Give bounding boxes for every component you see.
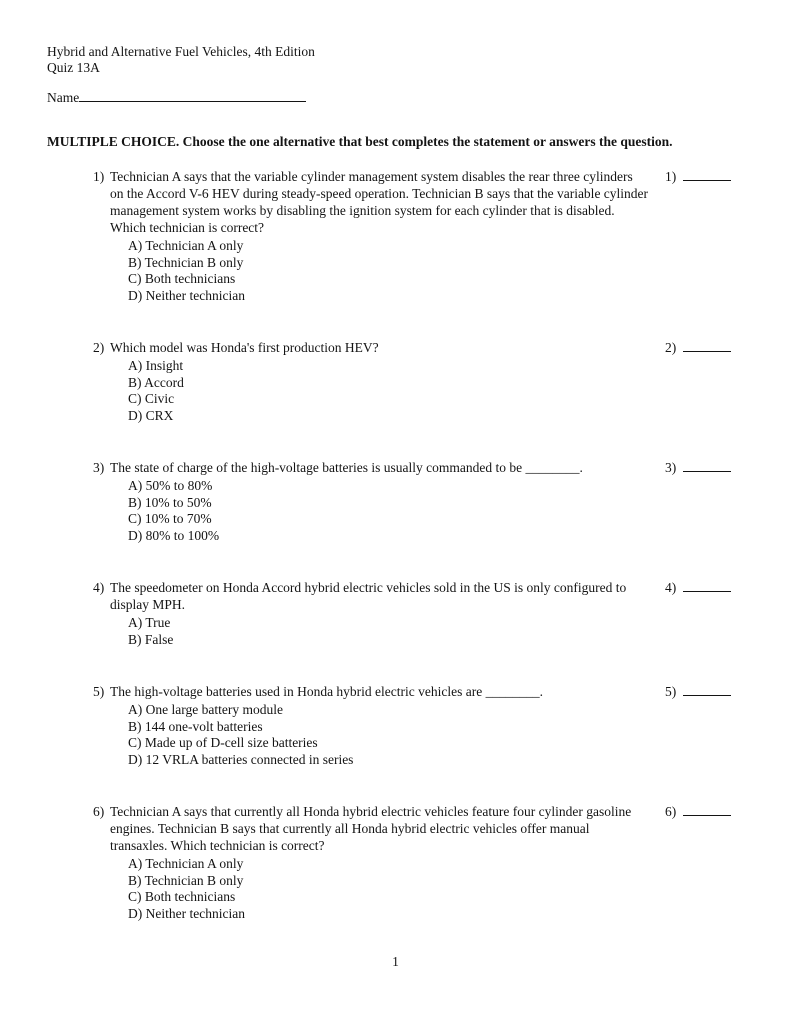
question-text: The speedometer on Honda Accord hybrid electric vehicles sold in the US is only configured to display MPH. (110, 580, 627, 612)
question-body (93, 459, 665, 544)
document-subtitle: Quiz 13A (47, 60, 100, 75)
answer-field (665, 579, 745, 596)
choices (110, 615, 649, 648)
choice: A) Insight (128, 358, 184, 373)
answer-blank-line (683, 341, 731, 352)
question (93, 683, 745, 768)
choice: A) Technician A only (128, 238, 244, 253)
question-content (110, 459, 665, 544)
choice: B) 10% to 50% (128, 494, 212, 510)
choices (110, 478, 649, 544)
choice: C) Both technicians (128, 271, 236, 286)
section-instructions: MULTIPLE CHOICE. Choose the one alternative that best completes the statement or answers the question. (47, 134, 673, 149)
question-number: 6) (93, 804, 105, 819)
answer-number: 5) (665, 684, 677, 699)
question-number: 4) (93, 580, 105, 595)
answer-field (665, 683, 745, 700)
choice: C) Both technicians (128, 889, 236, 904)
question-body (93, 803, 665, 922)
question (93, 339, 745, 424)
answer-field (665, 168, 745, 185)
question-text: Technician A says that currently all Honda hybrid electric vehicles feature four cylinder gasoline engines. Technician B says that currently all Honda hybrid electric vehicles offer manual transaxles. Which technician is correct? (110, 804, 632, 853)
question-content (110, 683, 665, 768)
choice: B) False (128, 631, 174, 647)
answer-field (665, 339, 745, 356)
choices (110, 702, 649, 768)
choice: D) Neither technician (128, 287, 245, 303)
question-text: Technician A says that the variable cylinder management system disables the rear three cylinders on the Accord V-6 HEV during steady-speed operation. Technician B says that the variable cylinder management system works by disabling the ignition system for each cylinder that is disabled. Which technician is correct? (110, 169, 649, 235)
question-content (110, 803, 665, 922)
choice: A) One large battery module (128, 702, 283, 717)
question-body (93, 168, 665, 304)
choice: C) Civic (128, 391, 175, 406)
choice: D) 12 VRLA batteries connected in series (128, 751, 354, 767)
name-blank-line (79, 90, 306, 102)
choice: C) Made up of D-cell size batteries (128, 735, 318, 750)
choice: A) True (128, 615, 171, 630)
answer-number: 3) (665, 460, 677, 475)
question-number: 2) (93, 340, 105, 355)
question-text: The high-voltage batteries used in Honda hybrid electric vehicles are ________. (110, 684, 543, 699)
choice: B) Technician B only (128, 254, 244, 270)
question-number: 1) (93, 169, 105, 184)
choice: D) 80% to 100% (128, 527, 220, 543)
answer-number: 6) (665, 804, 677, 819)
answer-field (665, 459, 745, 476)
question-body (93, 339, 665, 424)
question-content (110, 579, 665, 648)
document-title: Hybrid and Alternative Fuel Vehicles, 4th Edition (47, 44, 315, 59)
question-content (110, 339, 665, 424)
question-body (93, 683, 665, 768)
name-row (47, 90, 745, 106)
choice: B) 144 one-volt batteries (128, 718, 263, 734)
answer-blank-line (683, 170, 731, 181)
answer-number: 2) (665, 340, 677, 355)
question (93, 459, 745, 544)
question-content (110, 168, 665, 304)
answer-number: 4) (665, 580, 677, 595)
choice: D) Neither technician (128, 905, 245, 921)
answer-field (665, 803, 745, 820)
choice: B) Technician B only (128, 872, 244, 888)
question-text: Which model was Honda's first production HEV? (110, 340, 379, 355)
questions (47, 168, 745, 922)
answer-blank-line (683, 461, 731, 472)
question (93, 168, 745, 304)
choices (110, 358, 649, 424)
choice: B) Accord (128, 374, 184, 390)
question-body (93, 579, 665, 648)
choice: A) Technician A only (128, 856, 244, 871)
answer-blank-line (683, 805, 731, 816)
question (93, 803, 745, 922)
choice: D) CRX (128, 407, 174, 423)
question-number: 3) (93, 460, 105, 475)
question (93, 579, 745, 648)
answer-blank-line (683, 581, 731, 592)
choices (110, 238, 649, 304)
answer-blank-line (683, 685, 731, 696)
choice: C) 10% to 70% (128, 511, 212, 526)
choice: A) 50% to 80% (128, 478, 213, 493)
question-number: 5) (93, 684, 105, 699)
question-text: The state of charge of the high-voltage batteries is usually commanded to be ________. (110, 460, 583, 475)
page-number: 1 (392, 954, 399, 969)
name-label: Name (47, 90, 80, 105)
choices (110, 856, 649, 922)
answer-number: 1) (665, 169, 677, 184)
